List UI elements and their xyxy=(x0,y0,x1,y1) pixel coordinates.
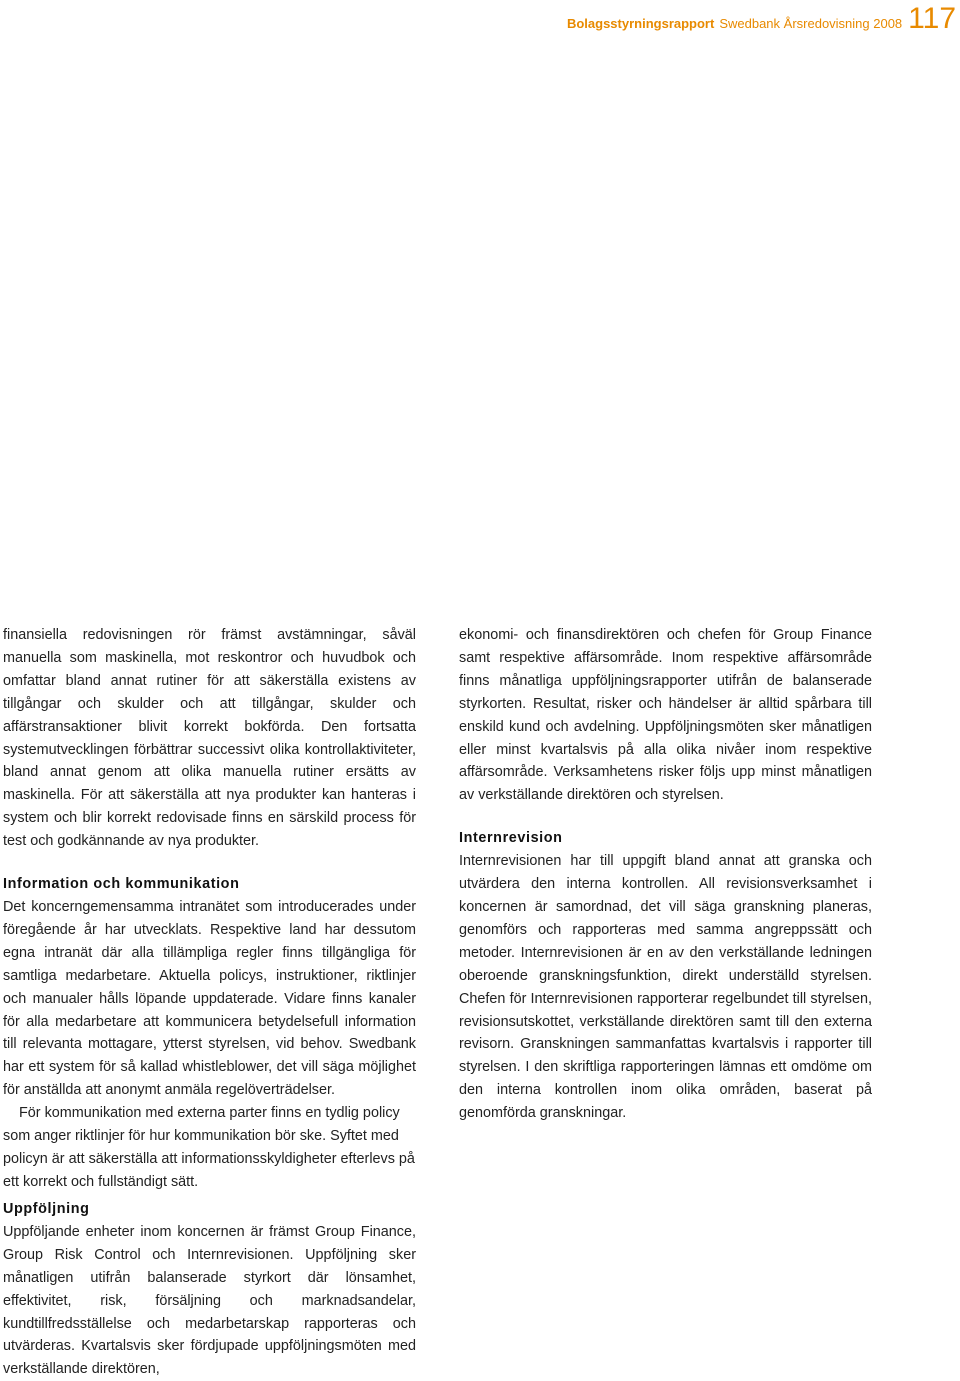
left-column xyxy=(3,624,416,1194)
information-heading: Information och kommunikation xyxy=(3,876,240,893)
continuation-paragraph: ekonomi- och finansdirektören och chefen för Group Finance samt respektive affärsområde. Inom respektive affärsområde finns månatliga uppföljningsrapporter utifrån de balanserade styrkorten. Resultat, risker och händelser är alltid spårbara till enskild kund och avdelning. Uppföljningsmöten sker månatligen eller minst kvartalsvis på alla olika nivåer inom respektive affärsområde. Verksamhetens risker följs upp minst månatligen av verkställande direktören och styrelsen. xyxy=(459,627,872,804)
annual-report-subtitle: Swedbank Årsredovisning 2008 xyxy=(719,16,903,31)
report-title: Bolagsstyrningsrapport xyxy=(566,16,715,31)
page-number: 117 xyxy=(908,2,956,35)
follow-up-section xyxy=(3,1198,416,1381)
intro-paragraph: finansiella redovisningen rör främst avstämningar, såväl manuella som maskinella, mot reskontror och huvudbok och omfattar bland annat rutiner för att säkerställa existens av tillgångar och skulder och att tillgångar, skulder och affärstransaktioner blivit korrekt bokförda. Den fortsatta systemutvecklingen förbättrar successivt olika kontrollaktiviteter, bland annat genom att olika manuella rutiner ersätts av maskinella. För att säkerställa att nya produkter kan hanteras i system och blir korrekt redovisade finns en särskild process för test och godkännande av nya produkter. xyxy=(3,627,416,850)
external-communication-paragraph: För kommunikation med externa parter finns en tydlig policy som anger riktlinjer för hur kommunikation bör ske. Syftet med policyn är att säkerställa att informationsskyldigheter efterlevs på ett korrekt och fullständigt sätt. xyxy=(3,1105,415,1190)
follow-up-paragraph: Uppföljande enheter inom koncernen är främst Group Finance, Group Risk Control och Internrevisionen. Uppföljning sker månatligen utifrån balanserade styrkort där lönsamhet, effektivitet, risk, försäljning och marknadsandelar, kundtillfredsställelse och medarbetarskap rapporteras och utvärderas. Kvartalsvis sker fördjupade uppföljningsmöten med verkställande direktören, xyxy=(3,1223,416,1378)
internal-audit-paragraph: Internrevisionen har till uppgift bland annat att granska och utvärdera den interna kontrollen. All revisionsverksamhet i koncernen är samordnad, det vill säga granskning planeras, genomförs och rapporteras med samma angreppssätt och metoder. Internrevisionen är en av den verkställande ledningen oberoende granskningsfunktion, direkt underställd styrelsen. Chefen för Internrevisionen rapporterar regelbundet till styrelsen, revisionsutskottet, verkställande direktören samt till den externa revisorn. Granskningen sammanfattas kvartalsvis i rapporter till styrelsen. I den skriftliga rapporteringen lämnas ett omdöme om den interna kontrollen inom olika områden, baserat på genomförda granskningar. xyxy=(459,853,872,1122)
follow-up-heading: Uppföljning xyxy=(3,1201,90,1217)
right-column xyxy=(459,624,872,1125)
page-header xyxy=(567,4,956,34)
information-paragraph: Det koncerngemensamma intranätet som introducerades under föregående år har utvecklats. Respektive land har dessutom egna intranät där alla tillämpliga regler finns tillgängliga för samtliga medarbetare. Aktuella policys, instruktioner, riktlinjer och manualer hålls löpande uppdaterade. Vidare finns kanaler för alla medarbetare att kommunicera betydelsefull information till relevanta mottagare, ytterst styrelsen, vid behov. Swedbank har ett system för så kallad whistleblower, det vill säga möjlighet för anställda att anonymt anmäla regelöverträdelser. xyxy=(3,898,416,1099)
internal-audit-heading: Internrevision xyxy=(459,830,563,847)
